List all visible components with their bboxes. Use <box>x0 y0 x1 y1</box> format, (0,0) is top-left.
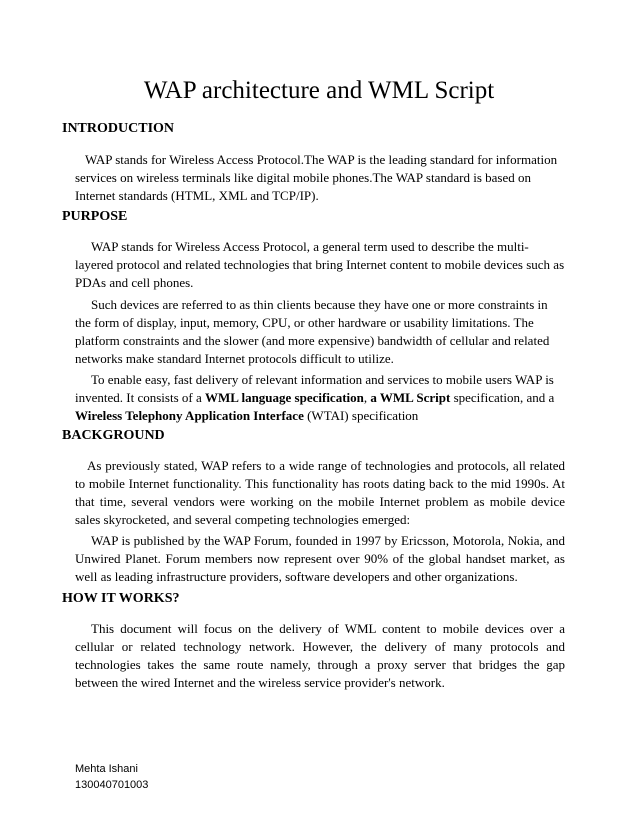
purpose-p3-text-c: , <box>363 390 371 405</box>
document-title: WAP architecture and WML Script <box>143 77 495 104</box>
purpose-paragraph-3 <box>75 371 565 425</box>
introduction-paragraph: WAP stands for Wireless Access Protocol.The WAP is the leading standard for information services on wireless terminals like digital mobile phones.The WAP standard is based on Internet standards (HTML, XML and TCP/IP). <box>75 152 558 203</box>
author-name: Mehta Ishani <box>75 763 138 775</box>
background-paragraph-2: WAP is published by the WAP Forum, founded in 1997 by Ericsson, Motorola, Nokia, and Unwired Planet. Forum members now represent over 90% of the global handset market, as well as leading infrastructure providers, software developers and other organizations. <box>75 533 565 584</box>
purpose-p3-text-g: (WTAI) specification <box>303 408 419 423</box>
wml-script-spec: a WML Script <box>370 390 451 405</box>
purpose-paragraph-2: Such devices are referred to as thin clients because they have one or more constraints in the form of display, input, memory, CPU, or other hardware or usability limitations. The platform constraints and the slower (and more expensive) bandwidth of cellular and related networks make standard Internet protocols difficult to utilize. <box>75 297 550 366</box>
background-paragraph-1: As previously stated, WAP refers to a wide range of technologies and protocols, all related to mobile Internet functionality. This functionality has roots dating back to the mid 1990s. At that time, several vendors were working on the mobile Internet problem as mobile device sales skyrocketed, and several competing technologies emerged: <box>75 458 565 527</box>
wml-language-spec: WML language specification <box>204 390 364 405</box>
purpose-p3-text-a: To enable easy, fast delivery of relevant information and services to mobile users WAP is invented. It consists of a <box>75 372 554 405</box>
heading-purpose: PURPOSE <box>62 209 128 224</box>
heading-how-it-works: HOW IT WORKS? <box>62 591 180 606</box>
heading-background: BACKGROUND <box>62 428 165 443</box>
wtai-spec: Wireless Telephony Application Interface <box>75 408 304 423</box>
purpose-paragraph-1: WAP stands for Wireless Access Protocol, a general term used to describe the multi-layered protocol and related technologies that bring Internet content to mobile devices such as PDAs and cell phones. <box>75 239 565 290</box>
how-it-works-paragraph: This document will focus on the delivery of WML content to mobile devices over a cellular or related technology network. However, the delivery of many protocols and technologies takes the same route namely, through a proxy server that bridges the gap between the wired Internet and the wireless service provider's network. <box>75 621 565 690</box>
author-id: 130040701003 <box>75 779 149 791</box>
purpose-p3-text-e: specification, and a <box>450 390 555 405</box>
footer <box>75 761 148 793</box>
heading-introduction: INTRODUCTION <box>62 121 175 136</box>
